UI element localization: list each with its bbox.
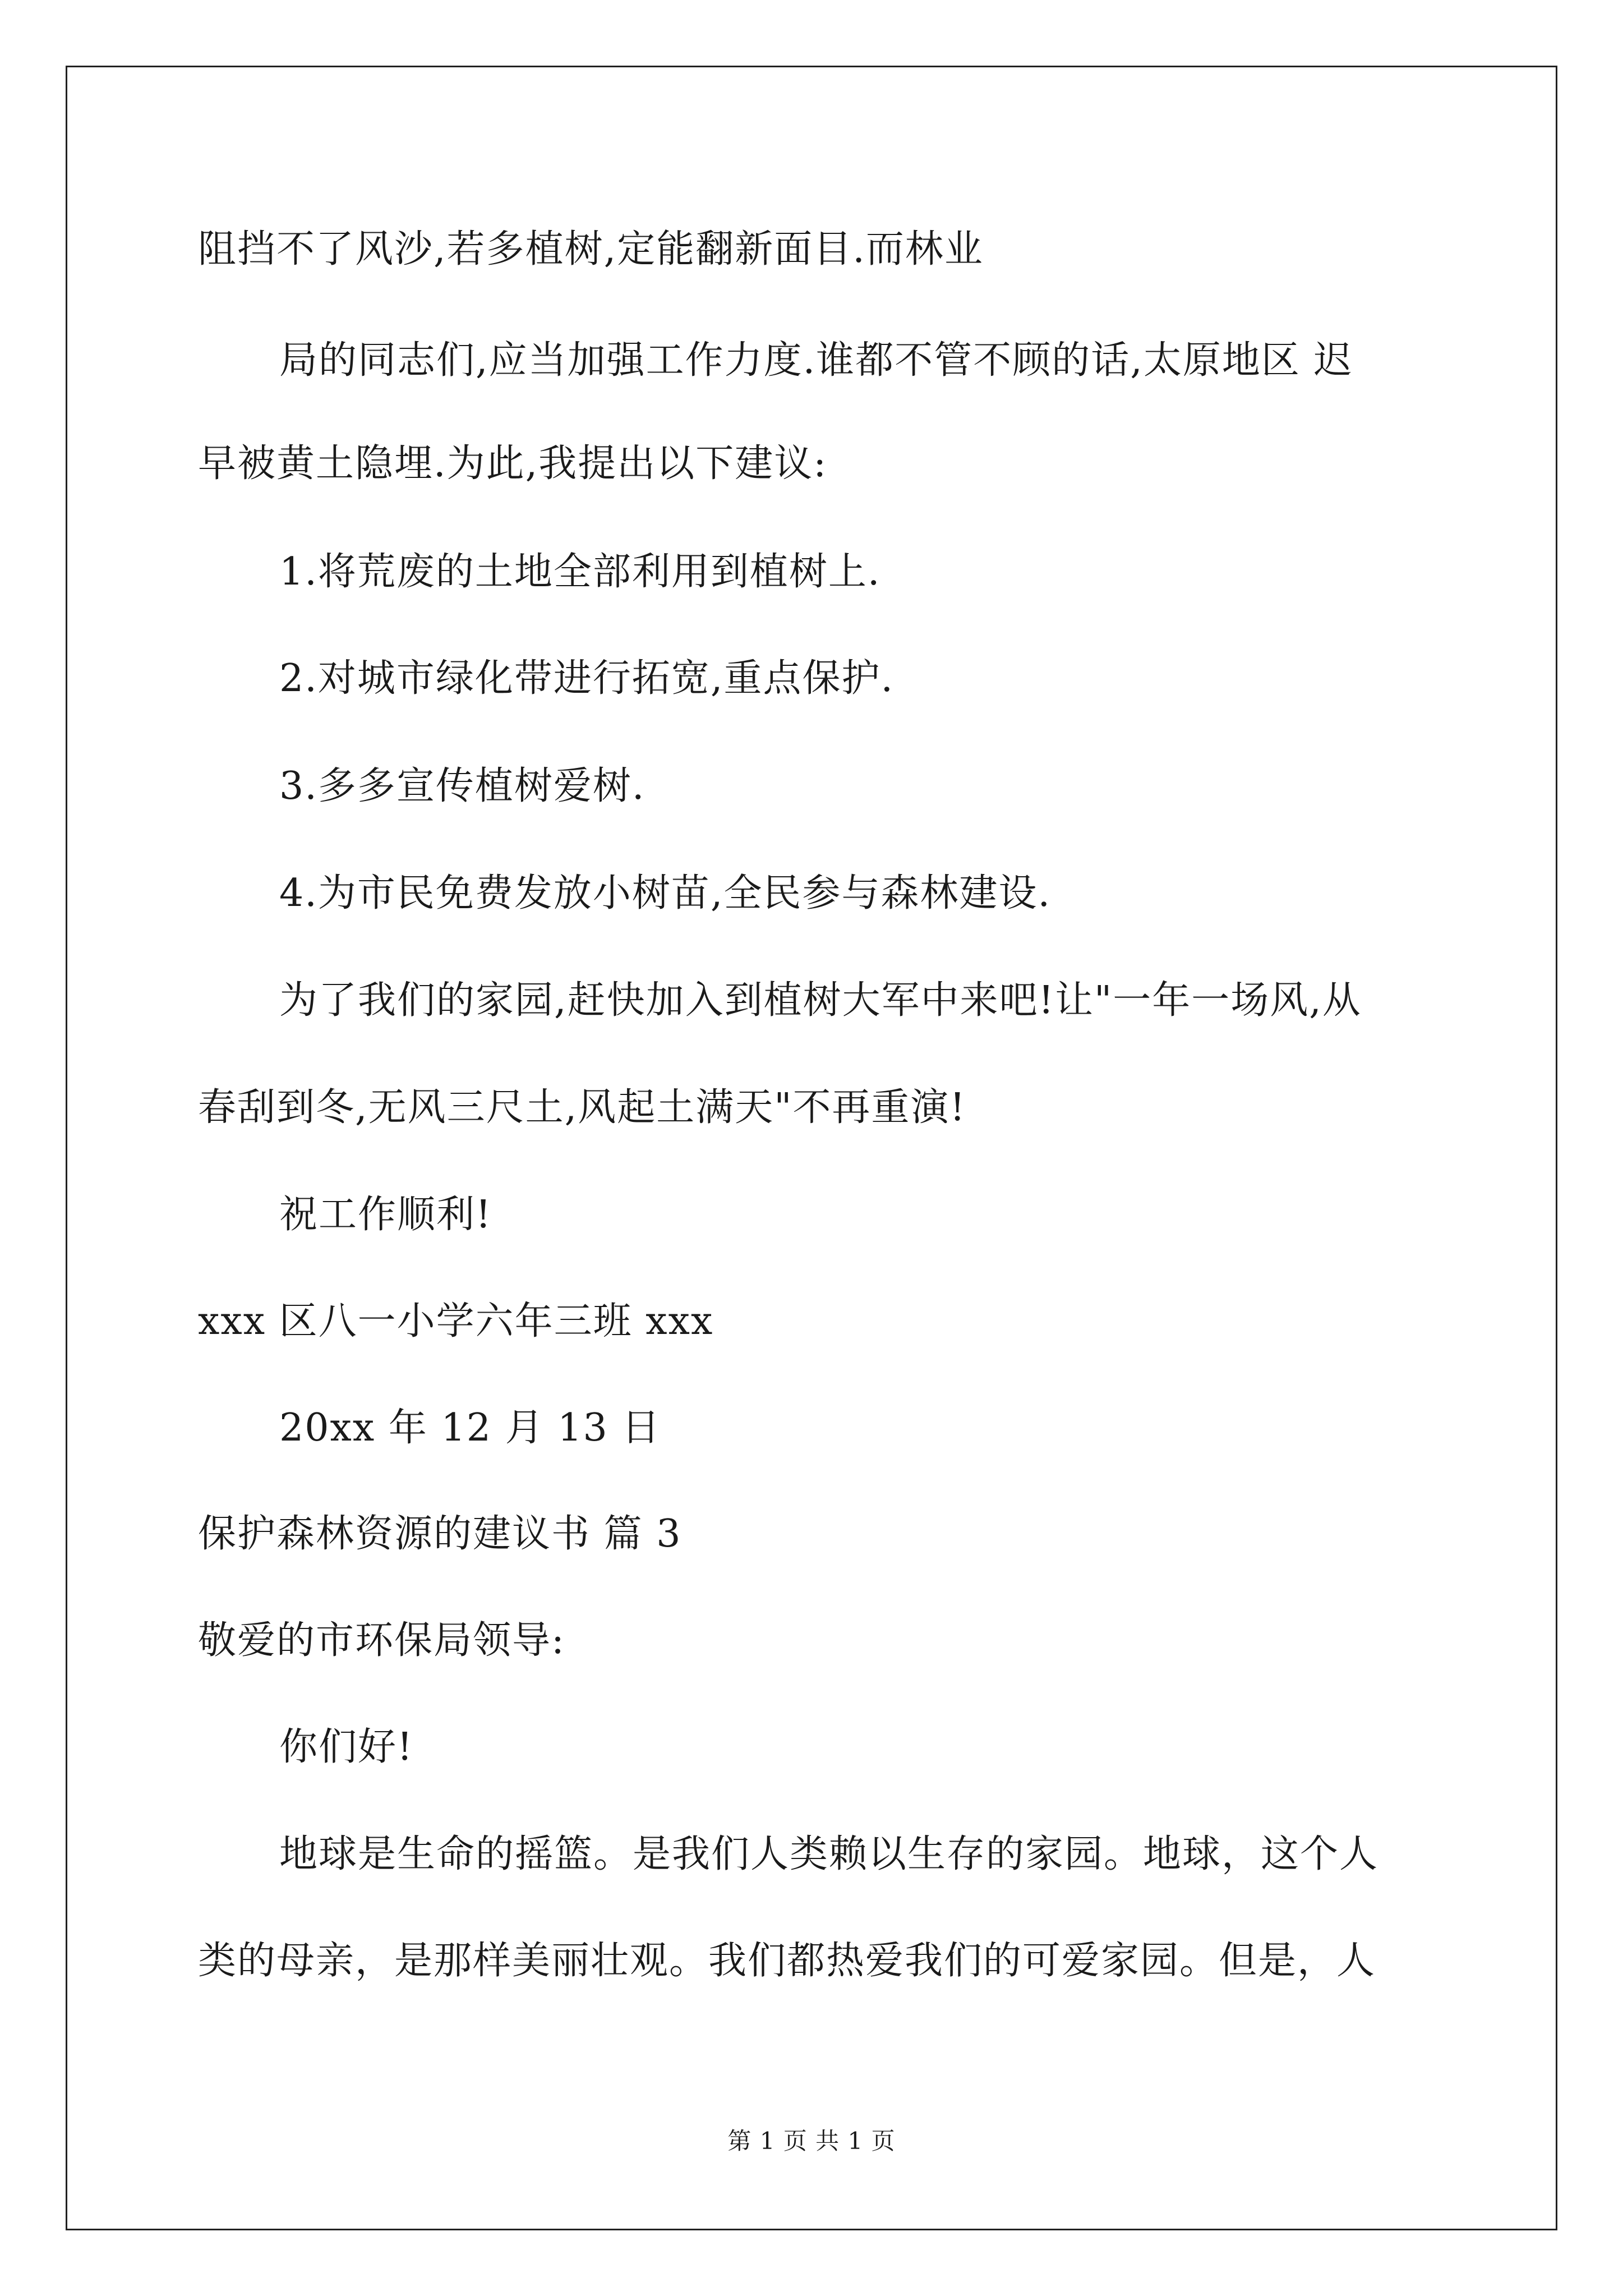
list-item-1: 1.将荒废的土地全部利用到植树上. xyxy=(279,550,881,594)
text-line: 地球是生命的摇篮。是我们人类赖以生存的家园。地球，这个人 xyxy=(279,1832,1379,1876)
signature: xxx 区八一小学六年三班 xxx xyxy=(198,1299,714,1343)
text-line: 为了我们的家园,赶快加入到植树大军中来吧!让"一年一场风,从 xyxy=(279,978,1362,1023)
text-line: 局的同志们,应当加强工作力度.谁都不管不顾的话,太原地区 迟 xyxy=(279,338,1353,383)
page-footer: 第 1 页 共 1 页 xyxy=(727,2127,896,2155)
text-line: 类的母亲，是那样美丽壮观。我们都热爱我们的可爱家园。但是，人 xyxy=(198,1939,1376,1983)
text-line: 春刮到冬,无风三尺土,风起土满天"不再重演! xyxy=(198,1085,966,1130)
list-item-2: 2.对城市绿化带进行拓宽,重点保护. xyxy=(279,656,895,701)
salutation: 敬爱的市环保局领导: xyxy=(198,1618,565,1663)
date: 20xx 年 12 月 13 日 xyxy=(279,1406,661,1450)
text-line: 早被黄土隐埋.为此,我提出以下建议: xyxy=(198,441,828,486)
list-item-3: 3.多多宣传植树爱树. xyxy=(279,764,645,808)
closing-greeting: 祝工作顺利! xyxy=(279,1193,492,1237)
greeting: 你们好! xyxy=(279,1725,414,1769)
list-item-4: 4.为市民免费发放小树苗,全民参与森林建设. xyxy=(279,871,1052,915)
section-heading: 保护森林资源的建议书 篇 3 xyxy=(198,1512,682,1556)
text-line: 阻挡不了风沙,若多植树,定能翻新面目.而林业 xyxy=(198,227,984,272)
